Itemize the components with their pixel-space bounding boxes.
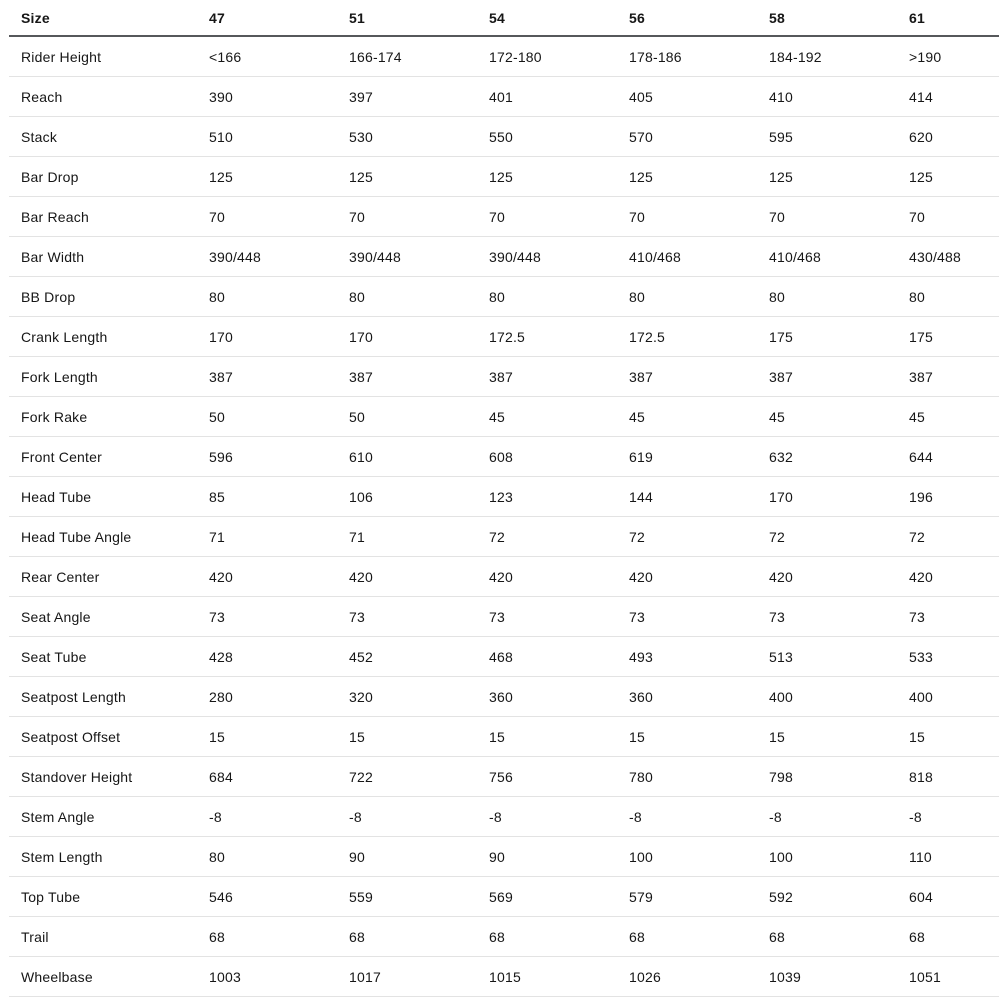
cell-value: 170 xyxy=(209,317,349,357)
cell-value: 172.5 xyxy=(629,317,769,357)
cell-value: 596 xyxy=(209,437,349,477)
cell-value: -8 xyxy=(349,797,489,837)
table-row xyxy=(9,477,999,517)
cell-value: -8 xyxy=(489,797,629,837)
cell-value: 125 xyxy=(349,157,489,197)
cell-value: 387 xyxy=(489,357,629,397)
table-row xyxy=(9,157,999,197)
cell-value: 73 xyxy=(769,597,909,637)
row-label: Seat Angle xyxy=(9,597,209,637)
cell-value: 608 xyxy=(489,437,629,477)
cell-value: 722 xyxy=(349,757,489,797)
cell-value: 175 xyxy=(769,317,909,357)
table-row xyxy=(9,837,999,877)
cell-value: 387 xyxy=(349,357,489,397)
cell-value: 123 xyxy=(489,477,629,517)
row-label: Front Center xyxy=(9,437,209,477)
cell-value: 1039 xyxy=(769,957,909,997)
cell-value: 1015 xyxy=(489,957,629,997)
row-label: Head Tube xyxy=(9,477,209,517)
cell-value: 510 xyxy=(209,117,349,157)
cell-value: 420 xyxy=(909,557,999,597)
cell-value: 110 xyxy=(909,837,999,877)
row-label: Seatpost Length xyxy=(9,677,209,717)
cell-value: 125 xyxy=(209,157,349,197)
cell-value: 400 xyxy=(909,677,999,717)
cell-value: 428 xyxy=(209,637,349,677)
cell-value: 73 xyxy=(209,597,349,637)
cell-value: 684 xyxy=(209,757,349,797)
row-label: Seat Tube xyxy=(9,637,209,677)
row-label: Wheelbase xyxy=(9,957,209,997)
cell-value: 1026 xyxy=(629,957,769,997)
cell-value: 559 xyxy=(349,877,489,917)
cell-value: 798 xyxy=(769,757,909,797)
cell-value: 50 xyxy=(349,397,489,437)
cell-value: 1051 xyxy=(909,957,999,997)
cell-value: 85 xyxy=(209,477,349,517)
cell-value: 387 xyxy=(769,357,909,397)
cell-value: 125 xyxy=(769,157,909,197)
table-row xyxy=(9,317,999,357)
cell-value: 125 xyxy=(489,157,629,197)
table-row xyxy=(9,437,999,477)
row-label: Bar Reach xyxy=(9,197,209,237)
table-row xyxy=(9,117,999,157)
row-label: BB Drop xyxy=(9,277,209,317)
cell-value: 397 xyxy=(349,77,489,117)
cell-value: 493 xyxy=(629,637,769,677)
cell-value: 604 xyxy=(909,877,999,917)
cell-value: 619 xyxy=(629,437,769,477)
cell-value: 533 xyxy=(909,637,999,677)
table-row xyxy=(9,637,999,677)
cell-value: 410/468 xyxy=(629,237,769,277)
size-geometry-table-container xyxy=(9,0,987,997)
column-header-51: 51 xyxy=(349,0,489,36)
cell-value: 45 xyxy=(629,397,769,437)
cell-value: 106 xyxy=(349,477,489,517)
cell-value: 73 xyxy=(489,597,629,637)
cell-value: 15 xyxy=(909,717,999,757)
cell-value: 70 xyxy=(629,197,769,237)
cell-value: 468 xyxy=(489,637,629,677)
row-label: Head Tube Angle xyxy=(9,517,209,557)
row-label: Standover Height xyxy=(9,757,209,797)
table-row xyxy=(9,557,999,597)
row-label: Fork Length xyxy=(9,357,209,397)
table-row xyxy=(9,517,999,557)
cell-value: 620 xyxy=(909,117,999,157)
table-row xyxy=(9,717,999,757)
cell-value: 579 xyxy=(629,877,769,917)
cell-value: -8 xyxy=(769,797,909,837)
cell-value: 756 xyxy=(489,757,629,797)
cell-value: 387 xyxy=(209,357,349,397)
cell-value: 80 xyxy=(629,277,769,317)
cell-value: 15 xyxy=(769,717,909,757)
table-row xyxy=(9,597,999,637)
cell-value: 1017 xyxy=(349,957,489,997)
row-label: Stack xyxy=(9,117,209,157)
cell-value: 420 xyxy=(349,557,489,597)
cell-value: 50 xyxy=(209,397,349,437)
cell-value: 73 xyxy=(909,597,999,637)
table-row xyxy=(9,877,999,917)
cell-value: 360 xyxy=(489,677,629,717)
cell-value: 387 xyxy=(909,357,999,397)
row-label: Rider Height xyxy=(9,36,209,77)
cell-value: 144 xyxy=(629,477,769,517)
table-row xyxy=(9,957,999,997)
cell-value: >190 xyxy=(909,36,999,77)
cell-value: 80 xyxy=(349,277,489,317)
cell-value: 70 xyxy=(209,197,349,237)
table-row xyxy=(9,677,999,717)
column-header-58: 58 xyxy=(769,0,909,36)
cell-value: 390/448 xyxy=(489,237,629,277)
cell-value: 72 xyxy=(909,517,999,557)
cell-value: 595 xyxy=(769,117,909,157)
cell-value: 166-174 xyxy=(349,36,489,77)
cell-value: -8 xyxy=(909,797,999,837)
cell-value: 1003 xyxy=(209,957,349,997)
table-row xyxy=(9,917,999,957)
cell-value: 420 xyxy=(629,557,769,597)
table-row xyxy=(9,237,999,277)
cell-value: 68 xyxy=(209,917,349,957)
cell-value: 410/468 xyxy=(769,237,909,277)
cell-value: 15 xyxy=(209,717,349,757)
cell-value: 360 xyxy=(629,677,769,717)
cell-value: 320 xyxy=(349,677,489,717)
cell-value: 15 xyxy=(349,717,489,757)
cell-value: 401 xyxy=(489,77,629,117)
cell-value: 420 xyxy=(489,557,629,597)
table-row xyxy=(9,277,999,317)
cell-value: 73 xyxy=(629,597,769,637)
cell-value: 430/488 xyxy=(909,237,999,277)
cell-value: <166 xyxy=(209,36,349,77)
cell-value: 70 xyxy=(909,197,999,237)
cell-value: 569 xyxy=(489,877,629,917)
cell-value: 405 xyxy=(629,77,769,117)
cell-value: 172-180 xyxy=(489,36,629,77)
cell-value: 420 xyxy=(769,557,909,597)
cell-value: 80 xyxy=(769,277,909,317)
cell-value: 80 xyxy=(209,837,349,877)
row-label: Stem Angle xyxy=(9,797,209,837)
cell-value: 172.5 xyxy=(489,317,629,357)
table-row xyxy=(9,797,999,837)
row-label: Stem Length xyxy=(9,837,209,877)
cell-value: 15 xyxy=(489,717,629,757)
row-label: Top Tube xyxy=(9,877,209,917)
column-header-54: 54 xyxy=(489,0,629,36)
cell-value: 390/448 xyxy=(349,237,489,277)
row-label: Crank Length xyxy=(9,317,209,357)
row-label: Trail xyxy=(9,917,209,957)
cell-value: 71 xyxy=(209,517,349,557)
cell-value: 125 xyxy=(629,157,769,197)
cell-value: 184-192 xyxy=(769,36,909,77)
table-body xyxy=(9,36,999,997)
cell-value: 390 xyxy=(209,77,349,117)
cell-value: 68 xyxy=(629,917,769,957)
cell-value: 15 xyxy=(629,717,769,757)
table-row xyxy=(9,36,999,77)
cell-value: 71 xyxy=(349,517,489,557)
cell-value: 390/448 xyxy=(209,237,349,277)
row-label: Fork Rake xyxy=(9,397,209,437)
cell-value: -8 xyxy=(629,797,769,837)
row-label: Reach xyxy=(9,77,209,117)
cell-value: 420 xyxy=(209,557,349,597)
cell-value: 410 xyxy=(769,77,909,117)
cell-value: 70 xyxy=(769,197,909,237)
cell-value: 125 xyxy=(909,157,999,197)
cell-value: 72 xyxy=(489,517,629,557)
cell-value: 170 xyxy=(349,317,489,357)
cell-value: 632 xyxy=(769,437,909,477)
cell-value: 80 xyxy=(209,277,349,317)
cell-value: 73 xyxy=(349,597,489,637)
cell-value: 45 xyxy=(769,397,909,437)
cell-value: 400 xyxy=(769,677,909,717)
cell-value: 530 xyxy=(349,117,489,157)
cell-value: 175 xyxy=(909,317,999,357)
column-header-size: Size xyxy=(9,0,209,36)
cell-value: 45 xyxy=(489,397,629,437)
cell-value: 610 xyxy=(349,437,489,477)
cell-value: 780 xyxy=(629,757,769,797)
cell-value: 100 xyxy=(629,837,769,877)
table-header xyxy=(9,0,999,36)
cell-value: 80 xyxy=(489,277,629,317)
cell-value: 570 xyxy=(629,117,769,157)
cell-value: 70 xyxy=(489,197,629,237)
column-header-47: 47 xyxy=(209,0,349,36)
cell-value: 196 xyxy=(909,477,999,517)
cell-value: -8 xyxy=(209,797,349,837)
cell-value: 178-186 xyxy=(629,36,769,77)
header-row xyxy=(9,0,999,36)
cell-value: 170 xyxy=(769,477,909,517)
cell-value: 68 xyxy=(489,917,629,957)
cell-value: 90 xyxy=(349,837,489,877)
cell-value: 70 xyxy=(349,197,489,237)
table-row xyxy=(9,77,999,117)
table-row xyxy=(9,197,999,237)
cell-value: 550 xyxy=(489,117,629,157)
cell-value: 546 xyxy=(209,877,349,917)
table-row xyxy=(9,357,999,397)
cell-value: 452 xyxy=(349,637,489,677)
cell-value: 72 xyxy=(769,517,909,557)
cell-value: 818 xyxy=(909,757,999,797)
row-label: Bar Width xyxy=(9,237,209,277)
cell-value: 72 xyxy=(629,517,769,557)
column-header-56: 56 xyxy=(629,0,769,36)
cell-value: 414 xyxy=(909,77,999,117)
table-row xyxy=(9,397,999,437)
cell-value: 68 xyxy=(909,917,999,957)
cell-value: 644 xyxy=(909,437,999,477)
cell-value: 80 xyxy=(909,277,999,317)
cell-value: 513 xyxy=(769,637,909,677)
table-row xyxy=(9,757,999,797)
cell-value: 100 xyxy=(769,837,909,877)
column-header-61: 61 xyxy=(909,0,999,36)
cell-value: 68 xyxy=(349,917,489,957)
cell-value: 592 xyxy=(769,877,909,917)
row-label: Rear Center xyxy=(9,557,209,597)
cell-value: 45 xyxy=(909,397,999,437)
row-label: Bar Drop xyxy=(9,157,209,197)
cell-value: 280 xyxy=(209,677,349,717)
row-label: Seatpost Offset xyxy=(9,717,209,757)
cell-value: 90 xyxy=(489,837,629,877)
cell-value: 68 xyxy=(769,917,909,957)
size-geometry-table xyxy=(9,0,999,997)
cell-value: 387 xyxy=(629,357,769,397)
